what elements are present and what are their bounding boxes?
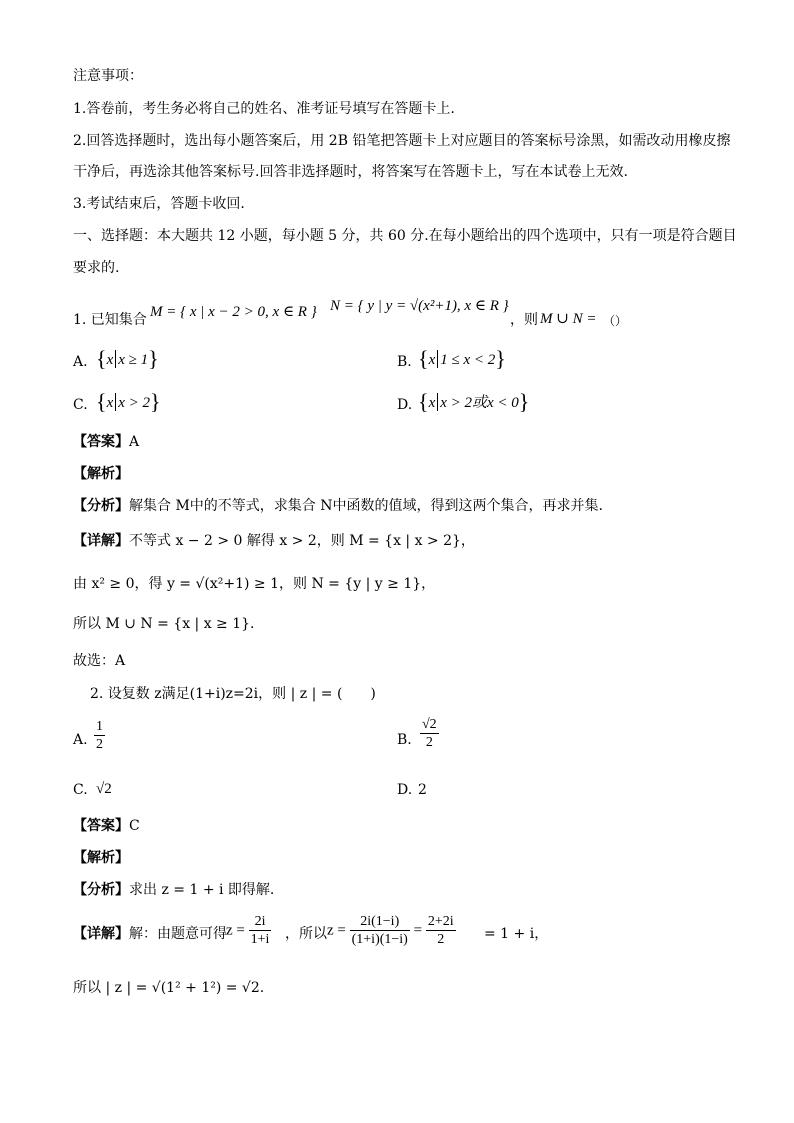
q2-analysis bbox=[73, 880, 274, 900]
q1-detail-step-2: 由 x² ≥ 0，得 y = √(x²+1) ≥ 1，则 N = {y | y ≥ 1}， bbox=[73, 576, 436, 592]
q2-detail-step-1c: = 1 + i， bbox=[484, 926, 549, 942]
q1-option-b-label: B. bbox=[397, 354, 412, 370]
q2-stem: 2. 设复数 z满足(1+i)z=2i，则 | z | = ( ) bbox=[90, 686, 376, 702]
q2-option-d-label: D. bbox=[397, 782, 413, 798]
q2-analysis-label: 【分析】 bbox=[73, 882, 129, 898]
notice-item-3: 3.考试结束后，答题卡收回. bbox=[73, 196, 245, 212]
q1-detail-step-3: 所以 M ∪ N = {x | x ≥ 1}. bbox=[73, 616, 255, 632]
section-header: 一、选择题：本大题共 12 小题，每小题 5 分，共 60 分.在每小题给出的四个选项中，只有一项是符合题目 bbox=[73, 228, 737, 244]
q2-answer bbox=[73, 816, 140, 836]
q2-frac-2: z = $\frac{2i(1-i)}{(1+i)(1-i)}$ = $\frac{2+2i}{2}$ bbox=[327, 914, 454, 947]
q1-option-d: {x x > 2或x < 0} bbox=[418, 389, 530, 414]
q1-option-d-label: D. bbox=[397, 397, 413, 413]
q1-analysis-heading: 【解析】 bbox=[73, 466, 129, 482]
q1-detail-label: 【详解】 bbox=[73, 533, 129, 549]
q2-detail-label: 【详解】 bbox=[73, 926, 129, 942]
q2-option-c: √2 bbox=[96, 781, 112, 797]
q2-option-b bbox=[420, 716, 439, 751]
q2-option-c-label: C. bbox=[73, 782, 88, 798]
notice-title: 注意事项： bbox=[73, 68, 143, 84]
notice-item-2-cont: 干净后，再选涂其他答案标号.回答非选择题时，将答案写在答题卡上，写在本试卷上无效. bbox=[73, 164, 628, 180]
q2-option-a-label: A. bbox=[73, 732, 88, 748]
q1-set-m: M = { x | x − 2 > 0, x ∈ R } bbox=[150, 304, 317, 320]
q1-analysis-text: 解集合 M中的不等式，求集合 N中函数的值域，得到这两个集合，再求并集. bbox=[129, 498, 603, 514]
q2-detail bbox=[73, 924, 227, 944]
q1-then: ，则 bbox=[510, 312, 538, 328]
q2-frac-1: z = $\frac{2i}{1+i}$ bbox=[226, 914, 270, 947]
q1-option-a: {x x ≥ 1} bbox=[96, 346, 159, 371]
q1-analysis bbox=[73, 496, 603, 516]
section-header-cont: 要求的. bbox=[73, 260, 120, 276]
q1-paren: （） bbox=[603, 314, 628, 328]
q1-option-a-value: x ≥ 1 bbox=[118, 352, 149, 368]
q2-analysis-heading: 【解析】 bbox=[73, 850, 129, 866]
q1-option-b-value: 1 ≤ x < 2 bbox=[440, 352, 496, 368]
q2-answer-label: 【答案】 bbox=[73, 818, 129, 834]
notice-item-1: 1.答卷前，考生务必将自己的姓名、准考证号填写在答题卡上. bbox=[73, 101, 455, 117]
q1-stem-prefix: 1. 已知集合 bbox=[73, 312, 147, 328]
q1-option-a-label: A. bbox=[73, 354, 88, 370]
q1-answer-label: 【答案】 bbox=[73, 434, 129, 450]
q1-answer-value: A bbox=[129, 434, 140, 450]
q2-option-a bbox=[94, 718, 105, 753]
q2-detail-step-1a: 解：由题意可得 bbox=[129, 926, 227, 942]
q1-union: M ∪ N = bbox=[540, 311, 597, 327]
q2-option-a-denominator: 2 bbox=[96, 737, 103, 752]
q1-option-b: {x 1 ≤ x < 2} bbox=[418, 346, 506, 371]
q2-detail-step-1b: ，所以 bbox=[285, 926, 327, 942]
notice-item-2: 2.回答选择题时，选出每小题答案后，用 2B 铅笔把答题卡上对应题目的答案标号涂黑，如需改动用橡皮擦 bbox=[73, 133, 731, 149]
q1-option-c-value: x > 2 bbox=[118, 395, 151, 411]
q2-option-b-numerator: √2 bbox=[422, 717, 437, 732]
q1-option-c: {x x > 2} bbox=[96, 389, 161, 414]
q1-set-n: N = { y | y = √(x²+1), x ∈ R } bbox=[330, 298, 509, 314]
q1-option-c-label: C. bbox=[73, 397, 88, 413]
q2-detail-step-2: 所以 | z | = √(1² + 1²) = √2. bbox=[73, 980, 265, 996]
q1-final-choice: 故选：A bbox=[73, 653, 126, 669]
q2-analysis-text: 求出 z = 1 + i 即得解. bbox=[129, 882, 275, 898]
q2-option-b-denominator: 2 bbox=[425, 735, 433, 750]
q1-answer bbox=[73, 432, 139, 452]
q1-option-d-value: x > 2或x < 0 bbox=[440, 395, 519, 411]
q2-answer-value: C bbox=[129, 818, 140, 834]
q1-detail-step-1: 不等式 x − 2 > 0 解得 x > 2，则 M = {x | x > 2}， bbox=[129, 533, 475, 549]
q1-analysis-label: 【分析】 bbox=[73, 498, 129, 514]
q2-option-d: 2 bbox=[418, 782, 427, 798]
q2-option-a-numerator: 1 bbox=[96, 719, 103, 734]
q2-option-b-label: B. bbox=[397, 732, 412, 748]
q1-detail bbox=[73, 531, 475, 551]
